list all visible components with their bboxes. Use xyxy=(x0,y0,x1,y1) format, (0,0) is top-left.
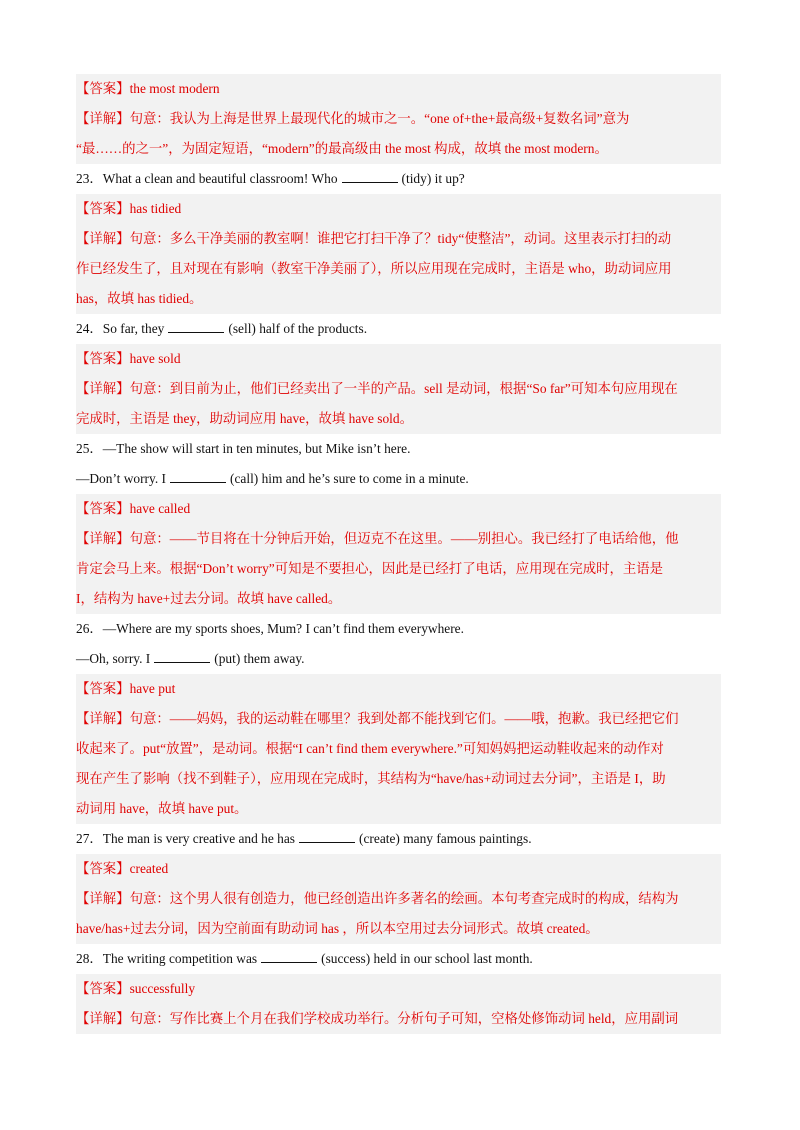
detail-text: 收起来了。put“放置”，是动词。根据“I can’t find them everywhere.”可知妈妈把运动鞋收起来的动作对 xyxy=(76,741,664,756)
exercise-item xyxy=(76,614,721,824)
exercise-item xyxy=(76,164,721,314)
detail-line xyxy=(76,584,721,614)
detail-tag: 【详解】 xyxy=(76,231,130,246)
question-text: 28．The writing competition was xyxy=(76,951,258,966)
question-text: (success) held in our school last month. xyxy=(321,951,533,966)
answer-text: successfully xyxy=(129,981,196,996)
detail-line xyxy=(76,404,721,434)
question-text: (sell) half of the products. xyxy=(228,321,368,336)
answer-line xyxy=(76,194,721,224)
detail-tag: 【详解】 xyxy=(76,711,130,726)
answer-line xyxy=(76,674,721,704)
question-line xyxy=(76,614,721,644)
detail-line xyxy=(76,764,721,794)
answer-tag: 【答案】 xyxy=(76,861,130,876)
detail-text: 句意：我认为上海是世界上最现代化的城市之一。“one of+the+最高级+复数名词”意为 xyxy=(129,111,630,126)
answer-box xyxy=(76,74,721,164)
detail-tag: 【详解】 xyxy=(76,891,130,906)
detail-line xyxy=(76,704,721,734)
exercise-item xyxy=(76,944,721,1034)
exercise-item xyxy=(76,434,721,614)
detail-line xyxy=(76,134,721,164)
question-line xyxy=(76,464,721,494)
answer-text: the most modern xyxy=(129,81,220,96)
question-line xyxy=(76,434,721,464)
question-line xyxy=(76,944,721,974)
answer-text: have sold xyxy=(129,351,181,366)
answer-box xyxy=(76,674,721,824)
detail-text: 动词用 have，故填 have put。 xyxy=(76,801,248,816)
question-text: —Oh, sorry. I xyxy=(76,651,151,666)
answer-line xyxy=(76,74,721,104)
question-text: 26．—Where are my sports shoes, Mum? I can’t find them everywhere. xyxy=(76,621,464,636)
detail-text: 句意：写作比赛上个月在我们学校成功举行。分析句子可知，空格处修饰动词 held，应用副词 xyxy=(129,1011,679,1026)
answer-text: created xyxy=(129,861,169,876)
question-text: (create) many famous paintings. xyxy=(359,831,532,846)
answer-tag: 【答案】 xyxy=(76,81,130,96)
answer-box xyxy=(76,344,721,434)
detail-line xyxy=(76,884,721,914)
answer-tag: 【答案】 xyxy=(76,981,130,996)
exercise-content xyxy=(76,74,721,1034)
detail-line xyxy=(76,554,721,584)
question-text: (put) them away. xyxy=(214,651,305,666)
answer-tag: 【答案】 xyxy=(76,351,130,366)
detail-tag: 【详解】 xyxy=(76,1011,130,1026)
detail-line xyxy=(76,524,721,554)
detail-text: 作已经发生了，且对现在有影响（教室干净美丽了），所以应用现在完成时，主语是 who，助动词应用 xyxy=(76,261,672,276)
question-line xyxy=(76,644,721,674)
question-line xyxy=(76,164,721,194)
detail-text: “最……的之一”，为固定短语，“modern”的最高级由 the most 构成，故填 the most modern。 xyxy=(76,141,608,156)
answer-box xyxy=(76,854,721,944)
detail-line xyxy=(76,104,721,134)
answer-box xyxy=(76,494,721,614)
exercise-item xyxy=(76,74,721,164)
answer-tag: 【答案】 xyxy=(76,201,130,216)
detail-line xyxy=(76,914,721,944)
detail-text: 句意：到目前为止，他们已经卖出了一半的产品。sell 是动词，根据“So far”可知本句应用现在 xyxy=(129,381,678,396)
detail-line xyxy=(76,254,721,284)
question-text: (call) him and he’s sure to come in a minute. xyxy=(230,471,469,486)
answer-blank xyxy=(261,950,317,963)
answer-tag: 【答案】 xyxy=(76,681,130,696)
question-line xyxy=(76,824,721,854)
detail-text: 句意：——节目将在十分钟后开始，但迈克不在这里。——别担心。我已经打了电话给他，他 xyxy=(129,531,679,546)
exercise-item xyxy=(76,824,721,944)
question-text: —Don’t worry. I xyxy=(76,471,167,486)
question-text: 27．The man is very creative and he has xyxy=(76,831,296,846)
detail-tag: 【详解】 xyxy=(76,531,130,546)
answer-blank xyxy=(154,650,210,663)
detail-line xyxy=(76,794,721,824)
detail-text: has，故填 has tidied。 xyxy=(76,291,203,306)
exercise-item xyxy=(76,314,721,434)
detail-text: 句意：这个男人很有创造力，他已经创造出许多著名的绘画。本句考查完成时的构成，结构为 xyxy=(129,891,679,906)
detail-text: 现在产生了影响（找不到鞋子），应用现在完成时，其结构为“have/has+动词过去分词”，主语是 I，助 xyxy=(76,771,666,786)
detail-text: have/has+过去分词，因为空前面有助动词 has ，所以本空用过去分词形式。故填 created。 xyxy=(76,921,599,936)
detail-tag: 【详解】 xyxy=(76,381,130,396)
answer-blank xyxy=(342,170,398,183)
answer-line xyxy=(76,344,721,374)
question-text: (tidy) it up? xyxy=(401,171,465,186)
answer-text: have called xyxy=(129,501,191,516)
answer-blank xyxy=(168,320,224,333)
detail-text: 完成时，主语是 they，助动词应用 have，故填 have sold。 xyxy=(76,411,413,426)
answer-text: have put xyxy=(129,681,176,696)
detail-text: 句意：多么干净美丽的教室啊！谁把它打扫干净了？tidy“使整洁”，动词。这里表示打扫的动 xyxy=(129,231,672,246)
question-text: 23．What a clean and beautiful classroom! Who xyxy=(76,171,338,186)
answer-line xyxy=(76,854,721,884)
answer-box xyxy=(76,974,721,1034)
detail-line xyxy=(76,224,721,254)
detail-line xyxy=(76,734,721,764)
answer-text: has tidied xyxy=(129,201,182,216)
answer-blank xyxy=(170,470,226,483)
answer-line xyxy=(76,494,721,524)
answer-tag: 【答案】 xyxy=(76,501,130,516)
question-line xyxy=(76,314,721,344)
detail-text: 句意：——妈妈，我的运动鞋在哪里？我到处都不能找到它们。——哦，抱歉。我已经把它们 xyxy=(129,711,679,726)
answer-line xyxy=(76,974,721,1004)
answer-blank xyxy=(299,830,355,843)
detail-line xyxy=(76,374,721,404)
detail-tag: 【详解】 xyxy=(76,111,130,126)
detail-text: I，结构为 have+过去分词。故填 have called。 xyxy=(76,591,342,606)
detail-text: 肯定会马上来。根据“Don’t worry”可知是不要担心，因此是已经打了电话，应用现在完成时，主语是 xyxy=(76,561,664,576)
detail-line xyxy=(76,1004,721,1034)
question-text: 25．—The show will start in ten minutes, but Mike isn’t here. xyxy=(76,441,411,456)
question-text: 24．So far, they xyxy=(76,321,165,336)
answer-box xyxy=(76,194,721,314)
detail-line xyxy=(76,284,721,314)
